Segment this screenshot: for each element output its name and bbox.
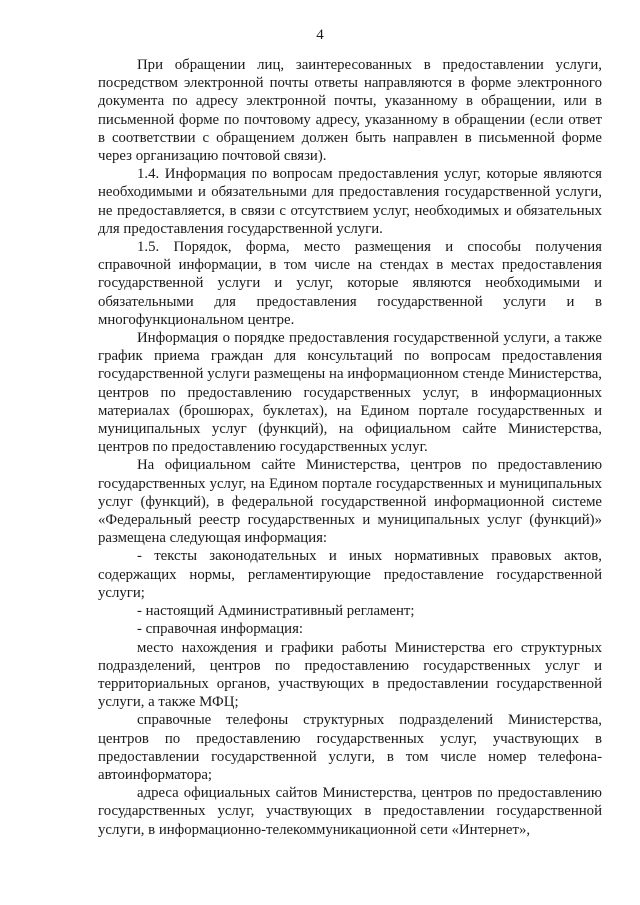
- list-item-legal-acts: - тексты законодательных и иных нормативных правовых актов, содержащих нормы, регламентирующие предоставление государственной услуги;: [98, 548, 602, 601]
- paragraph-locations-schedules: место нахождения и графики работы Министерства его структурных подразделений, центров по предоставлению государственных услуг и территориальных органов, участвующих в предоставлении государственной услуги, а также МФЦ;: [98, 639, 602, 711]
- paragraph-website-addresses: адреса официальных сайтов Министерства, центров по предоставлению государственных услуг, участвующих в предоставлении государственной услуги, в информационно-телекоммуникационной сети «Интернет»,: [98, 785, 602, 838]
- document-body: [98, 56, 602, 839]
- list-item-regulation: - настоящий Административный регламент;: [137, 603, 415, 620]
- list-item-reference-info: - справочная информация:: [137, 621, 303, 638]
- page-number: 4: [316, 27, 324, 43]
- paragraph-email-responses: При обращении лиц, заинтересованных в предоставлении услуги, посредством электронной почты ответы направляются в форме электронного документа по адресу электронной почты, указанному в обращении, или в письменной форме по почтовому адресу, указанному в обращении (если ответ в соответствии с обращением должен быть направлен в письменной форме через организацию почтовой связи).: [98, 57, 602, 165]
- paragraph-information-placement: Информация о порядке предоставления государственной услуги, а также график приема граждан для консультаций по вопросам предоставления государственной услуги размещены на информационном стенде Министерства, центров по предоставлению государственных услуг, в информационных материалах (брошюрах, буклетах), на Едином портале государственных и муниципальных услуг (функций), на официальном сайте Министерства, центров по предоставлению государственных услуг.: [98, 330, 602, 456]
- paragraph-section-1-5: 1.5. Порядок, форма, место размещения и способы получения справочной информации, в том числе на стендах в местах предоставления государственной услуги и услуг, которые являются необходимыми и обязательными для предоставления государственной услуги и в многофункциональном центре.: [98, 239, 602, 328]
- paragraph-reference-phones: справочные телефоны структурных подразделений Министерства, центров по предоставлению государственных услуг, участвующих в предоставлении государственной услуги, в том числе номер телефона-автоинформатора;: [98, 712, 602, 783]
- paragraph-section-1-4: 1.4. Информация по вопросам предоставления услуг, которые являются необходимыми и обязательными для предоставления государственной услуги, не предоставляется, в связи с отсутствием услуг, необходимых и обязательных для предоставления государственной услуги.: [98, 166, 602, 237]
- paragraph-official-site-info: На официальном сайте Министерства, центров по предоставлению государственных услуг, на Едином портале государственных и муниципальных услуг (функций), в федеральной государственной информационной системе «Федеральный реестр государственных и муниципальных услуг (функций)» размещена следующая информация:: [98, 457, 602, 547]
